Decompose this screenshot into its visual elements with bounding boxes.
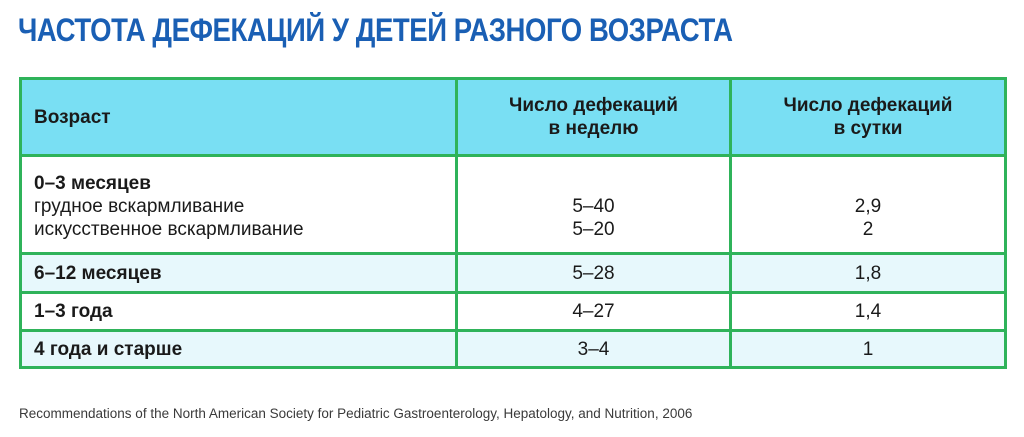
frequency-table bbox=[19, 77, 1007, 369]
per-day-cell: 1,8 bbox=[731, 254, 1006, 293]
per-day-cell: 1,4 bbox=[731, 293, 1006, 331]
header-per-day bbox=[731, 79, 1006, 156]
age-cell bbox=[21, 156, 457, 254]
page-title: ЧАСТОТА ДЕФЕКАЦИЙ У ДЕТЕЙ РАЗНОГО ВОЗРАСТА bbox=[18, 12, 733, 48]
table-header-row bbox=[21, 79, 1006, 156]
header-per-day-line1: Число дефекаций bbox=[783, 95, 953, 116]
table-row bbox=[21, 293, 1006, 331]
per-week-value: 5–20 bbox=[572, 219, 615, 240]
table-row bbox=[21, 156, 1006, 254]
per-week-cell: 3–4 bbox=[457, 331, 731, 368]
source-footnote: Recommendations of the North American Society for Pediatric Gastroenterology, Hepatology, and Nutrition, 2006 bbox=[19, 406, 693, 421]
header-age bbox=[21, 79, 457, 156]
age-group-label: 0–3 месяцев bbox=[34, 173, 151, 194]
header-per-week bbox=[457, 79, 731, 156]
age-cell: 6–12 месяцев bbox=[21, 254, 457, 293]
feeding-type-label: грудное вскармливание bbox=[34, 196, 245, 217]
per-week-cell: 5–28 bbox=[457, 254, 731, 293]
header-age-label: Возраст bbox=[34, 106, 111, 128]
per-day-cell: 1 bbox=[731, 331, 1006, 368]
table-row bbox=[21, 331, 1006, 368]
header-per-day-line2: в сутки bbox=[833, 118, 903, 139]
feeding-type-label: искусственное вскармливание bbox=[34, 219, 304, 240]
per-day-cell bbox=[731, 156, 1006, 254]
age-cell: 1–3 года bbox=[21, 293, 457, 331]
table-row bbox=[21, 254, 1006, 293]
header-per-week-line1: Число дефекаций bbox=[509, 95, 678, 116]
header-per-week-line2: в неделю bbox=[548, 118, 639, 139]
per-day-value: 2,9 bbox=[854, 196, 882, 217]
per-week-value: 5–40 bbox=[572, 196, 615, 217]
per-day-value: 2 bbox=[862, 219, 874, 240]
age-cell: 4 года и старше bbox=[21, 331, 457, 368]
per-week-cell: 4–27 bbox=[457, 293, 731, 331]
per-week-cell bbox=[457, 156, 731, 254]
